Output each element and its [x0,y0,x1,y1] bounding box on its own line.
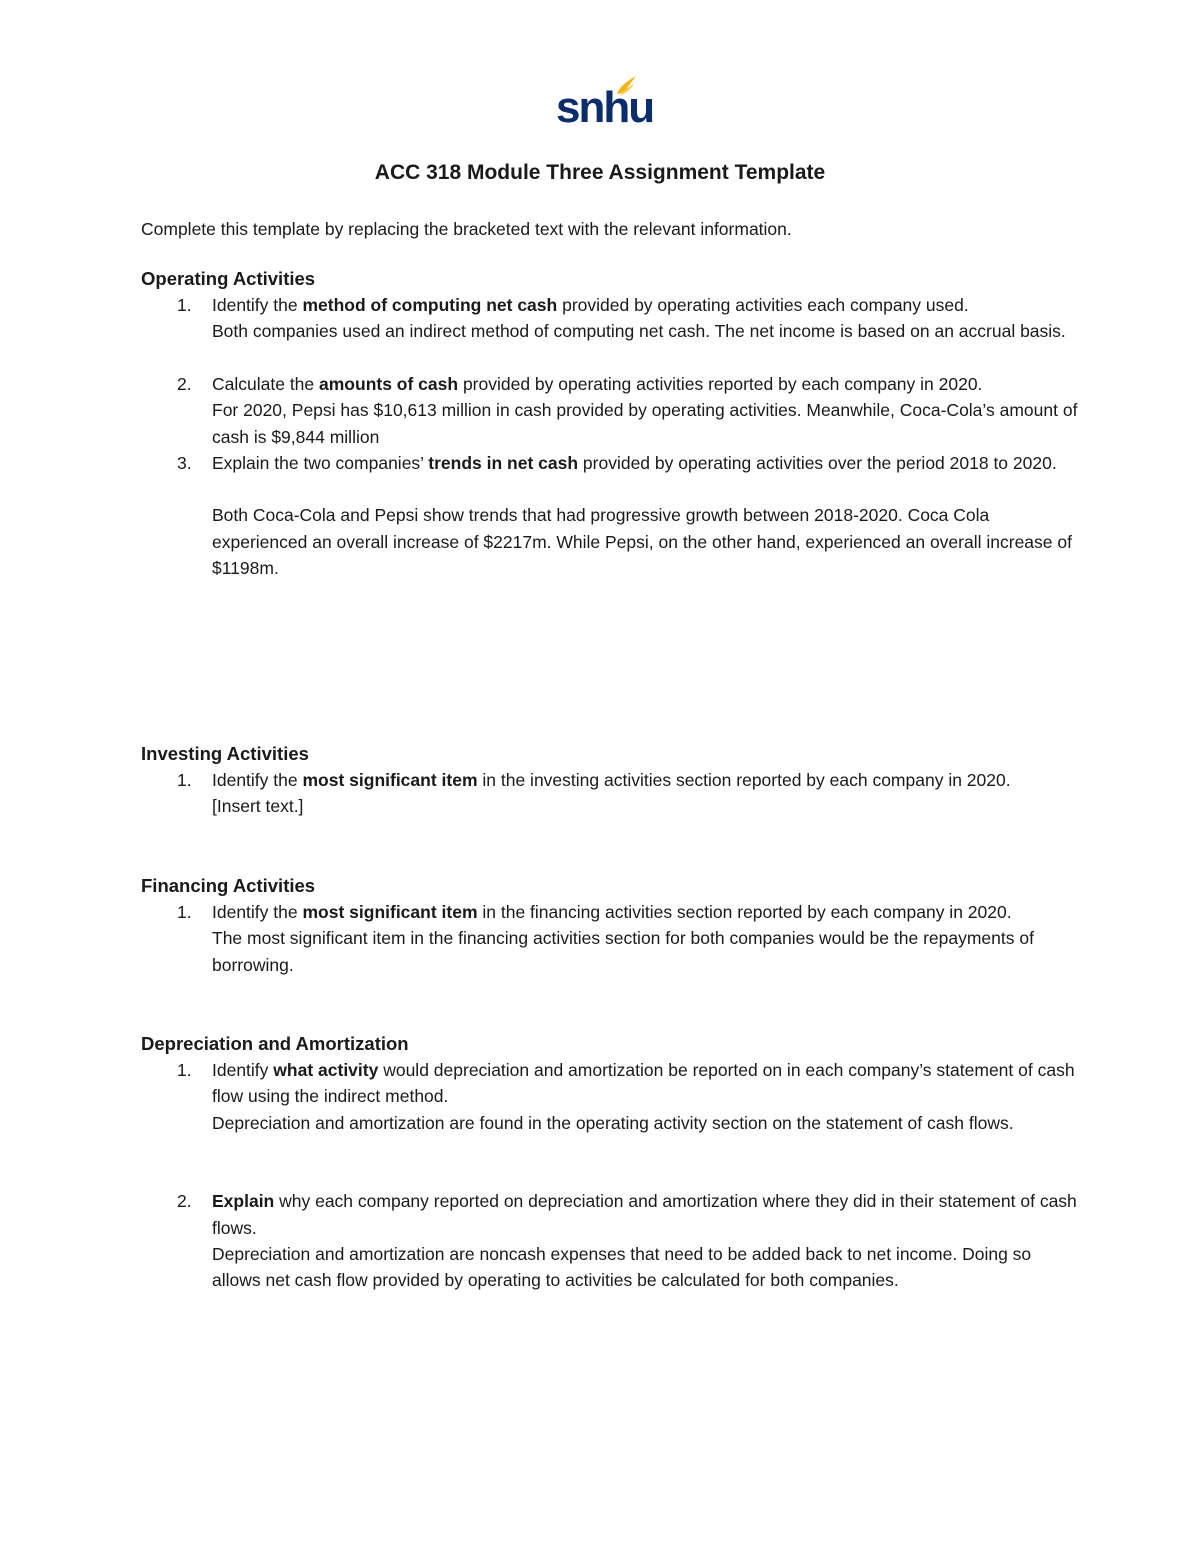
answer-text: For 2020, Pepsi has $10,613 million in cash provided by operating activities. Meanwhile, Coca-Cola’s amount of cash is $9,844 million [212,400,1078,447]
item-number: 2. [177,1191,192,1212]
intro-text: Complete this template by replacing the bracketed text with the relevant information. [141,219,792,239]
item-number: 1. [177,770,192,790]
answer-text: Depreciation and amortization are noncash expenses that need to be added back to net income. Doing so allows net cash flow provided by operating to activities be calculated for both companies. [212,1244,1032,1291]
section-heading: Depreciation and Amortization [141,1033,409,1054]
list-item [141,1057,1081,1136]
list-item [141,1188,1081,1294]
list-item [141,450,1081,582]
list-item [141,767,1081,820]
answer-text: Both companies used an indirect method of computing net cash. The net income is based on an accrual basis. [212,321,1066,342]
list-item [141,899,1081,978]
investing-section [141,741,1081,820]
question-text: Identify the method of computing net cash provided by operating activities each company used. [212,295,969,315]
item-number: 2. [177,373,192,394]
question-text: Explain why each company reported on depreciation and amortization where they did in their statement of cash flows. [212,1191,1077,1238]
logo-wordmark: snhu [556,83,654,132]
operating-section [141,266,1081,582]
question-text: Identify what activity would depreciation and amortization be reported on in each company’s statement of cash flow using the indirect method. [212,1060,1075,1107]
page-title: ACC 318 Module Three Assignment Template [374,161,826,184]
item-number: 1. [177,295,192,315]
answer-text: Depreciation and amortization are found in the operating activity section on the statement of cash flows. [212,1112,1014,1133]
list-item [141,292,1081,345]
section-heading: Financing Activities [141,875,316,896]
question-text: Explain the two companies’ trends in net cash provided by operating activities over the period 2018 to 2020. [212,453,1057,474]
question-text: Identify the most significant item in the financing activities section reported by each company in 2020. [212,902,1012,922]
question-text: Identify the most significant item in the investing activities section reported by each company in 2020. [212,770,1011,790]
list-item [141,371,1081,450]
question-text: Calculate the amounts of cash provided by operating activities reported by each company in 2020. [212,373,983,394]
depreciation-section [141,1031,1081,1294]
answer-text: The most significant item in the financing activities section for both companies would be the repayments of borrowing. [212,928,1034,975]
section-heading: Operating Activities [141,268,316,289]
snhu-logo [556,74,654,134]
answer-text: [Insert text.] [212,796,304,817]
financing-section [141,873,1081,978]
item-number: 3. [177,453,192,474]
item-number: 1. [177,1060,192,1080]
item-number: 1. [177,902,192,922]
answer-text: Both Coca-Cola and Pepsi show trends that had progressive growth between 2018-2020. Coca Cola experienced an overall increase of $2217m. While Pepsi, on the other hand, experienced an overall increase of $1198m. [212,505,1072,579]
section-heading: Investing Activities [141,743,309,764]
